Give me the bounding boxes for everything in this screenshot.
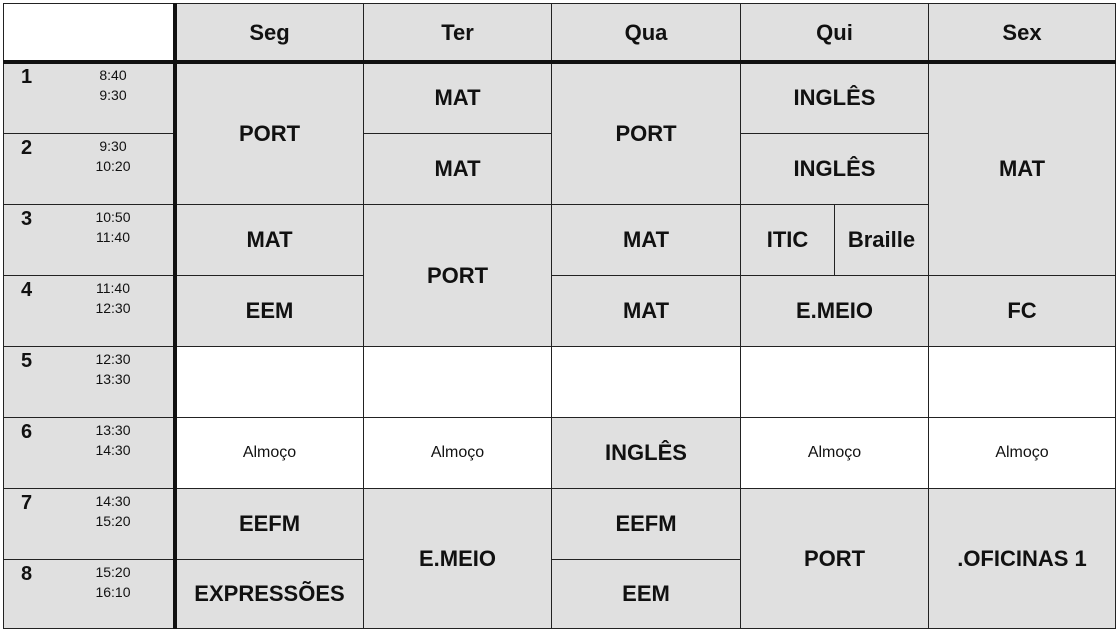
period-row-3 — [3, 204, 175, 276]
class-cell-qui-empty — [740, 346, 929, 418]
class-cell-sex-fc: FC — [928, 275, 1116, 347]
period-number: 4 — [21, 279, 33, 301]
class-cell-seg-almoco: Almoço — [175, 417, 364, 489]
period-row-4 — [3, 275, 175, 347]
class-cell-ter-mat-2: MAT — [363, 133, 552, 205]
period-number: 6 — [21, 421, 33, 443]
period-row-6 — [3, 417, 175, 489]
period-number: 8 — [21, 563, 33, 585]
period-time: 14:30 15:20 — [95, 493, 131, 529]
class-cell-seg-port: PORT — [175, 62, 364, 205]
class-cell-seg-expressoes: EXPRESSÕES — [175, 559, 364, 629]
class-cell-qui-braille: Braille — [834, 204, 929, 276]
period-row-1 — [3, 62, 175, 134]
header-day-sex: Sex — [928, 3, 1116, 62]
class-cell-seg-mat: MAT — [175, 204, 364, 276]
period-row-8 — [3, 559, 175, 629]
class-cell-qui-emeio: E.MEIO — [740, 275, 929, 347]
class-cell-qua-eefm: EEFM — [551, 488, 741, 560]
class-cell-ter-mat-1: MAT — [363, 62, 552, 134]
class-cell-qui-port: PORT — [740, 488, 929, 629]
period-row-2 — [3, 133, 175, 205]
period-number: 7 — [21, 492, 33, 514]
class-cell-qua-port: PORT — [551, 62, 741, 205]
class-cell-qua-eem: EEM — [551, 559, 741, 629]
header-corner — [3, 3, 175, 62]
period-time: 10:50 11:40 — [95, 209, 131, 245]
class-cell-ter-emeio: E.MEIO — [363, 488, 552, 629]
period-number: 2 — [21, 137, 33, 159]
class-cell-qui-ingles-1: INGLÊS — [740, 62, 929, 134]
class-cell-sex-almoco: Almoço — [928, 417, 1116, 489]
header-day-qui: Qui — [740, 3, 929, 62]
class-cell-qua-mat-1: MAT — [551, 204, 741, 276]
class-cell-qui-almoco: Almoço — [740, 417, 929, 489]
class-cell-ter-empty — [363, 346, 552, 418]
header-separator-line — [3, 60, 1116, 64]
class-cell-qua-ingles: INGLÊS — [551, 417, 741, 489]
class-cell-qua-mat-2: MAT — [551, 275, 741, 347]
period-time: 13:30 14:30 — [95, 422, 131, 458]
class-cell-sex-mat: MAT — [928, 62, 1116, 276]
header-day-seg: Seg — [175, 3, 364, 62]
class-cell-seg-eefm: EEFM — [175, 488, 364, 560]
class-cell-qua-empty — [551, 346, 741, 418]
period-time: 11:40 12:30 — [95, 280, 131, 316]
class-cell-ter-port: PORT — [363, 204, 552, 347]
class-cell-sex-oficinas: .OFICINAS 1 — [928, 488, 1116, 629]
header-day-ter: Ter — [363, 3, 552, 62]
class-cell-qui-itic: ITIC — [740, 204, 835, 276]
period-row-5 — [3, 346, 175, 418]
label-column-separator-line — [173, 3, 177, 629]
class-cell-ter-almoco: Almoço — [363, 417, 552, 489]
class-cell-seg-empty — [175, 346, 364, 418]
period-time: 8:40 9:30 — [99, 67, 127, 103]
period-number: 5 — [21, 350, 33, 372]
class-cell-qui-ingles-2: INGLÊS — [740, 133, 929, 205]
period-time: 15:20 16:10 — [95, 564, 131, 600]
class-cell-sex-empty — [928, 346, 1116, 418]
period-time: 12:30 13:30 — [95, 351, 131, 387]
header-day-qua: Qua — [551, 3, 741, 62]
period-number: 1 — [21, 66, 33, 88]
period-time: 9:30 10:20 — [95, 138, 131, 174]
period-row-7 — [3, 488, 175, 560]
period-number: 3 — [21, 208, 33, 230]
class-cell-seg-eem: EEM — [175, 275, 364, 347]
